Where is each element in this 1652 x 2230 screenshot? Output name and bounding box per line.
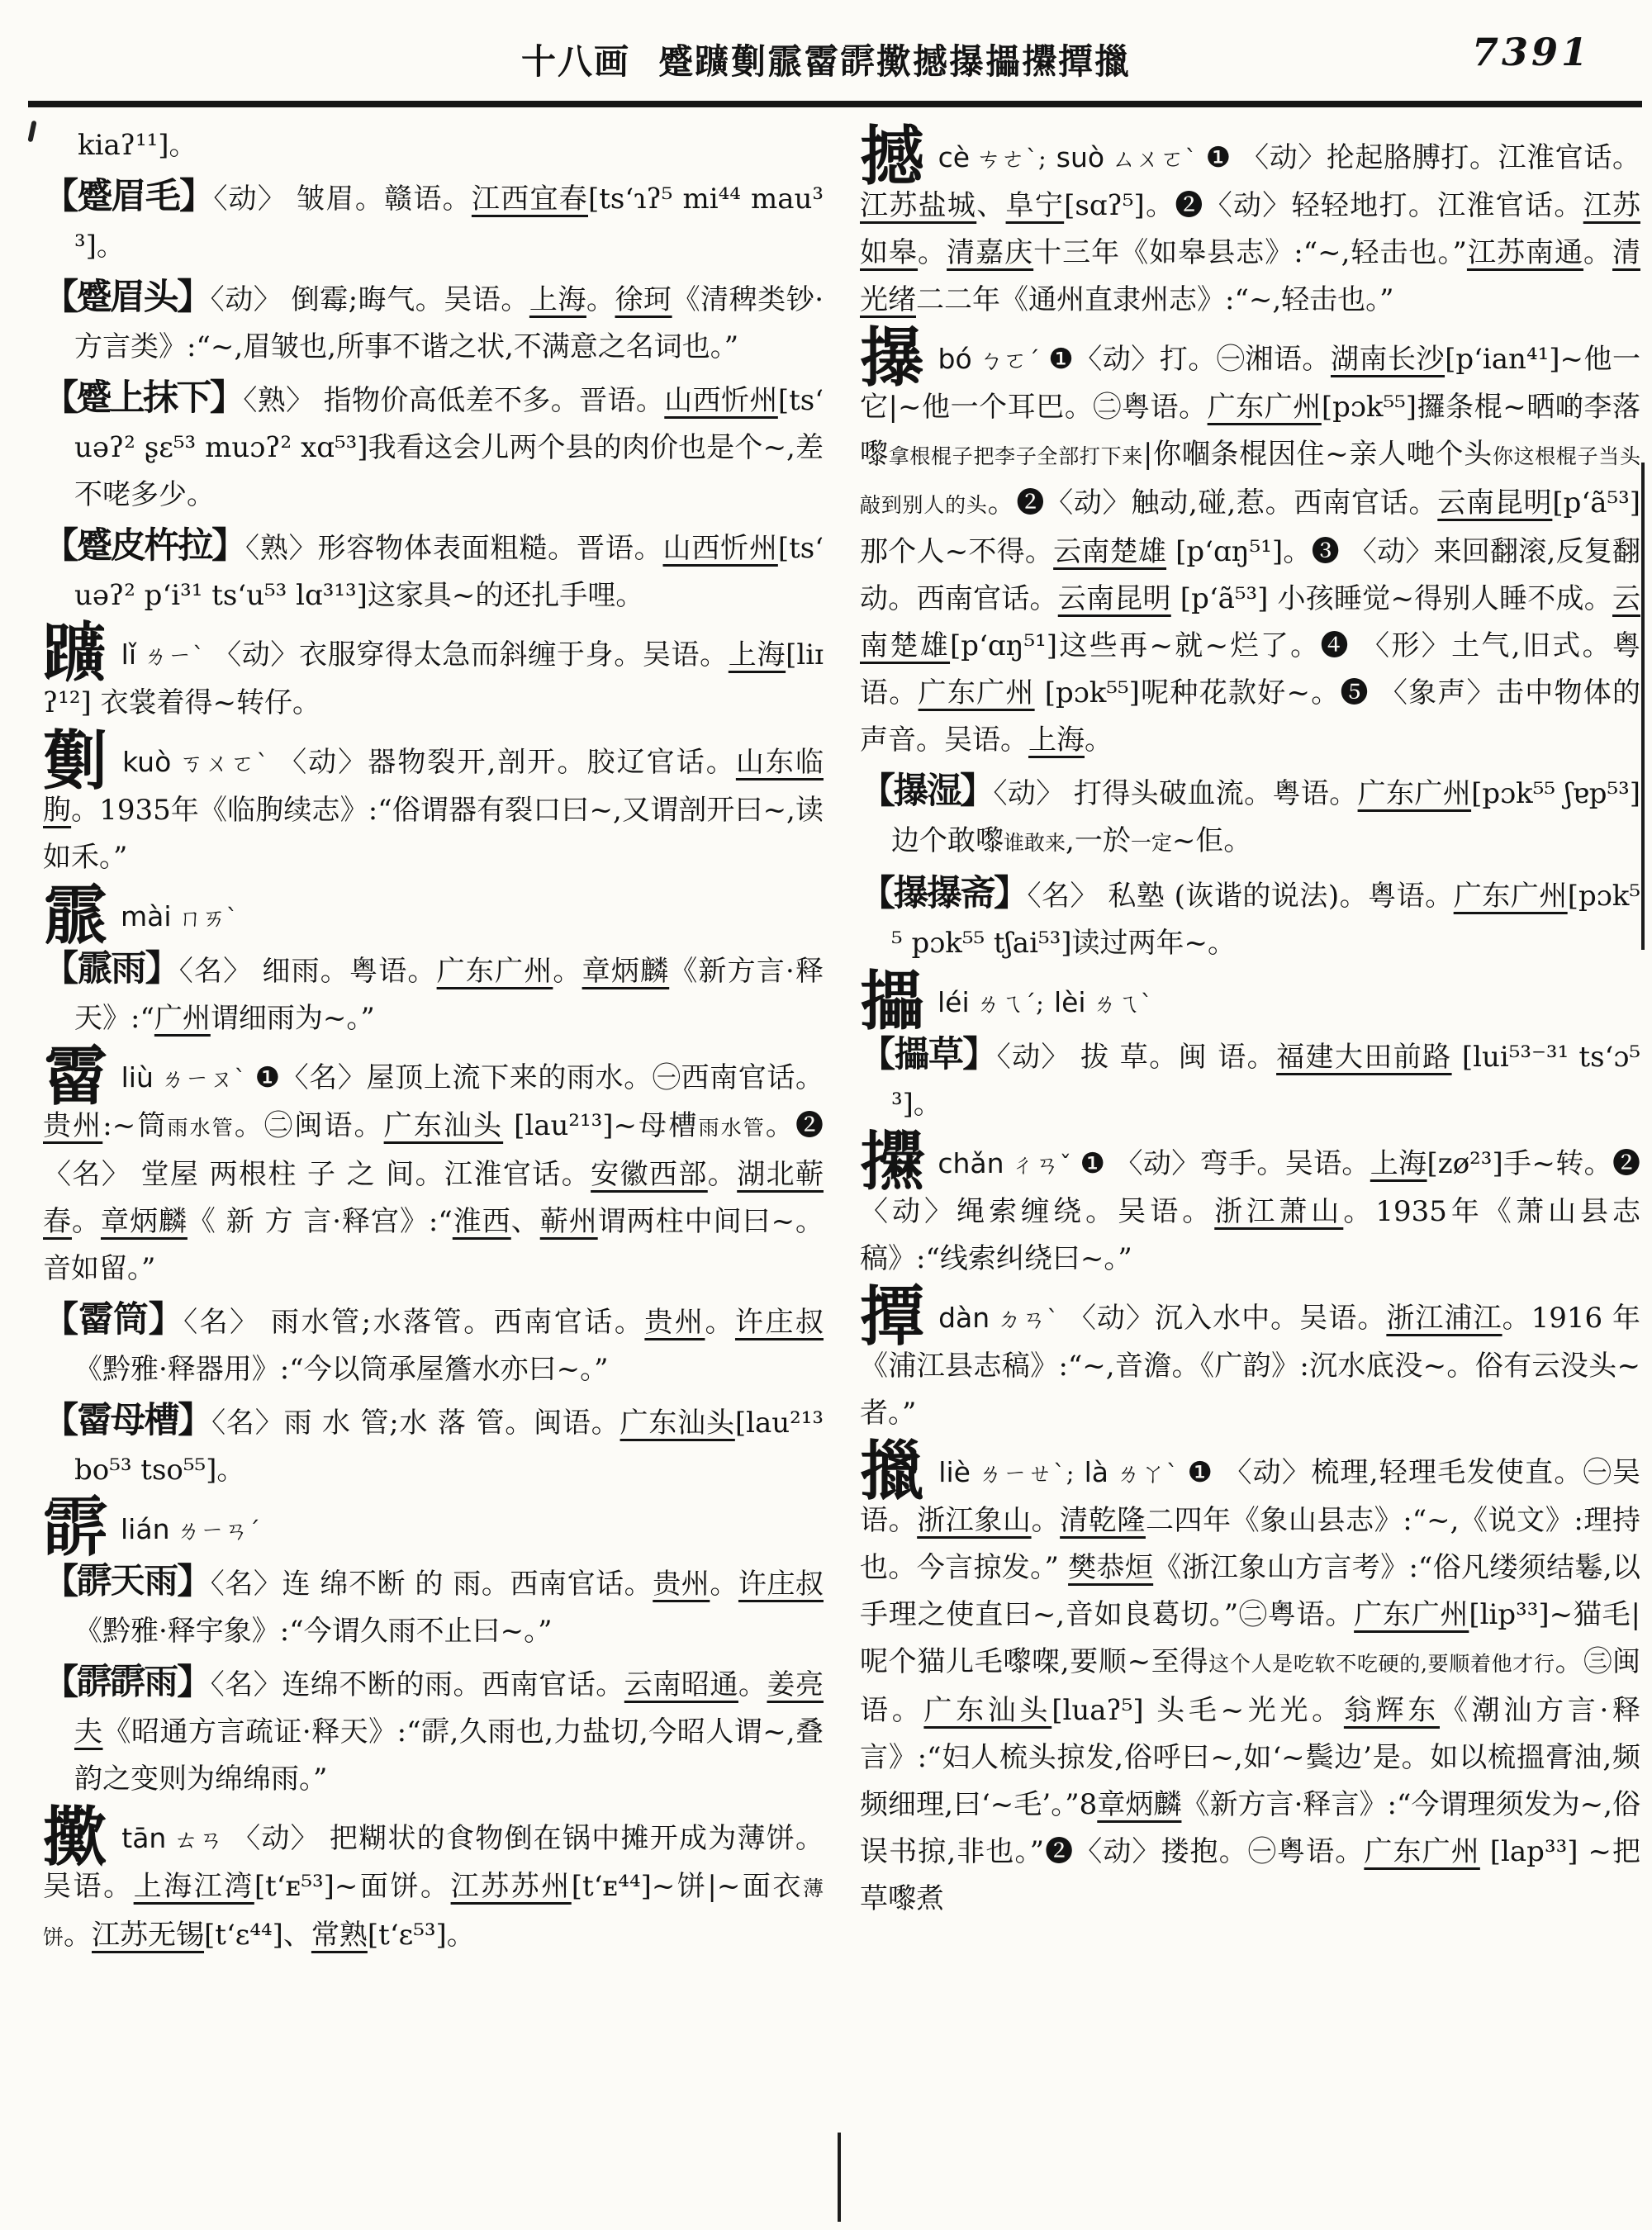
body-text: :~筒 xyxy=(102,1109,168,1142)
proper-noun: 广州 xyxy=(154,1002,211,1035)
proper-noun: 浙江萧山 xyxy=(1214,1195,1344,1228)
body-text: 《 新 方 言·释宫》:“ xyxy=(187,1205,453,1238)
proper-noun: 江苏无锡 xyxy=(92,1919,205,1952)
body-text: 。 xyxy=(71,1205,101,1238)
proper-noun: 江苏苏州 xyxy=(450,1870,572,1903)
headword-char: 撢 xyxy=(860,1279,926,1355)
compound-headword: 【攂草】 xyxy=(860,1034,997,1075)
dict-entry xyxy=(43,274,824,371)
body-text: [luaʔ⁵] 头毛~光光。 xyxy=(1051,1694,1344,1727)
pinyin: kuò xyxy=(122,746,172,778)
body-text: [lau²¹³ bo⁵³ tso⁵⁵]。 xyxy=(74,1407,824,1487)
proper-noun: 云南昆明 xyxy=(1437,486,1553,520)
body-text: [pʻã⁵³]那个人~不得。 xyxy=(860,486,1640,568)
body-text: 〈名〉 雨水管;水落管。西南官话。 xyxy=(183,1306,645,1339)
proper-noun: 福建大田前路 xyxy=(1276,1041,1452,1074)
pinyin: bó xyxy=(938,343,972,375)
body-text: 《黔雅·释宇象》:“今谓久雨不止曰~。” xyxy=(74,1615,553,1648)
proper-noun: 云南楚雄 xyxy=(1053,535,1167,568)
body-text: 。 xyxy=(918,236,947,269)
body-text: [sɑʔ⁵]。❷〈动〉轻轻地打。江淮官话。 xyxy=(1064,189,1583,222)
header-divider-rule xyxy=(28,101,1642,107)
compound-headword: 【霤母槽】 xyxy=(43,1400,212,1441)
body-text: 〈名〉连 绵不断 的 雨。西南官话。 xyxy=(210,1568,653,1601)
pinyin: lián xyxy=(121,1513,170,1545)
proper-noun: 安徽西部 xyxy=(591,1158,708,1191)
headword-char: 𩃟 xyxy=(43,1491,108,1566)
inline-gloss: 这个人是吃软不吃硬的,要顺着他才行 xyxy=(1208,1652,1555,1676)
proper-noun: 江苏盐城 xyxy=(860,189,977,222)
body-text: ❶ 〈动〉梳理,轻理毛发使直。㊀吴语。 xyxy=(860,1456,1640,1537)
dict-entry xyxy=(860,122,1640,324)
body-text: 〈动〉 把糊状的食物倒在锅中摊开成为薄饼。吴语。 xyxy=(43,1822,824,1903)
body-text: 〈动〉 打得头破血流。粤语。 xyxy=(993,777,1358,810)
proper-noun: 广东广州 xyxy=(1354,1598,1469,1631)
proper-noun: 江西宜春 xyxy=(471,183,588,216)
header-title xyxy=(0,35,1652,84)
body-text: 〈动〉器物裂开,剖开。胶辽官话。 xyxy=(278,746,736,779)
headword-char: 擸 xyxy=(860,1434,926,1509)
compound-headword: 【㩧㩧斋】 xyxy=(860,873,1028,914)
headword-char: 擹 xyxy=(43,1800,109,1875)
body-text: 《新方言·释天》:“ xyxy=(74,955,824,1035)
body-text: [pɔk⁵⁵]呢种花款好~。❺ 〈象声〉击中物体的声音。吴语。 xyxy=(860,676,1640,757)
proper-noun: 山西忻州 xyxy=(664,384,778,417)
body-text: [liɪʔ¹²] 衣裳着得~转仔。 xyxy=(43,638,824,719)
body-text: 二四年《象山县志》:“~,《说文》:理持也。今言掠发。” xyxy=(860,1504,1640,1584)
headword-char: 霢 xyxy=(43,878,108,953)
zhuyin: ㄌㄚˋ xyxy=(1114,1459,1180,1487)
body-text: 、 xyxy=(976,189,1006,222)
inline-gloss: 谁敢来 xyxy=(1004,831,1066,855)
zhuyin: ㄙㄨㄛˋ xyxy=(1111,145,1198,173)
compound-headword: 【蹙皮杵拉】 xyxy=(43,525,245,567)
body-text: ❶ 〈动〉弯手。吴语。 xyxy=(1080,1147,1370,1180)
page-number: 7391 xyxy=(1471,30,1591,74)
proper-noun: 许庄叔 xyxy=(738,1568,824,1601)
proper-noun: 徐珂 xyxy=(615,283,672,316)
body-text: [lau²¹³]~母槽 xyxy=(503,1109,699,1142)
header-character-index: 蹙𨇁劐霢霤𩃟擹撼㩧攂𢺱撢擸 xyxy=(658,41,1132,82)
body-text: 〈动〉 皱眉。赣语。 xyxy=(213,183,472,216)
dict-entry xyxy=(860,320,1640,764)
dict-entry xyxy=(43,1039,824,1293)
proper-noun: 翁辉东 xyxy=(1343,1694,1440,1727)
body-text: ❶〈名〉屋顶上流下来的雨水。㊀西南官话。 xyxy=(254,1061,824,1094)
proper-noun: 常熟 xyxy=(311,1919,368,1952)
body-text: [tʻɛ⁵³]。 xyxy=(367,1919,475,1952)
body-text: ~佢。 xyxy=(1171,824,1252,857)
dict-entry xyxy=(860,1279,1640,1437)
body-text: 谓两柱中间曰~。音如留。” xyxy=(43,1205,824,1285)
proper-noun: 广东汕头 xyxy=(383,1109,504,1142)
body-text: [lap³³] ~把草嚟煮 xyxy=(860,1835,1640,1915)
body-text: [tʻɛ⁴⁴]、 xyxy=(204,1919,311,1952)
dict-entry xyxy=(43,878,824,953)
body-text: 〈熟〉形容物体表面粗糙。晋语。 xyxy=(245,532,663,565)
inline-gloss: 雨水管 xyxy=(167,1116,235,1140)
dict-entry xyxy=(43,1659,824,1803)
body-text: [tsʻuəʔ² ʂɛ⁵³ muɔʔ² xɑ⁵³]我看这会儿两个县的肉价也是个~,差不咾多少。 xyxy=(74,384,824,511)
proper-noun: 广东广州 xyxy=(1207,391,1322,424)
body-text: 〈动〉衣服穿得太急而斜缠于身。吴语。 xyxy=(213,638,729,671)
dict-entry xyxy=(43,616,824,727)
body-text: ,一於 xyxy=(1066,824,1131,857)
body-text: 。 xyxy=(1085,724,1113,757)
pinyin: mài xyxy=(121,900,172,932)
dict-entry xyxy=(860,964,1640,1039)
headword-char: 劐 xyxy=(43,724,110,799)
inline-gloss: 一定 xyxy=(1130,831,1172,855)
proper-noun: 清乾隆 xyxy=(1060,1504,1146,1537)
dict-entry xyxy=(860,1434,1640,1923)
dict-entry xyxy=(43,523,824,619)
proper-noun: 章炳麟 xyxy=(100,1205,188,1238)
proper-noun: 清嘉庆 xyxy=(947,236,1034,269)
body-text: 十三年《如皋县志》:“~,轻击也。” xyxy=(1033,236,1467,269)
compound-headword: 【蹙上抹下】 xyxy=(43,377,244,419)
proper-noun: 淮西 xyxy=(452,1205,511,1238)
headword-char: 攂 xyxy=(860,964,925,1039)
body-text: 〈名〉连绵不断的雨。西南官话。 xyxy=(210,1668,624,1701)
body-text: 〈名〉 细雨。粤语。 xyxy=(178,955,437,988)
scan-artifact-mark xyxy=(27,121,36,143)
body-text: 。1935年《萧山县志稿》:“线索纠绕曰~。” xyxy=(860,1195,1640,1275)
proper-noun: 浙江浦江 xyxy=(1386,1302,1502,1335)
inline-gloss: 拿根棍子把李子全部打下来 xyxy=(888,444,1143,468)
proper-noun: 广东广州 xyxy=(1357,777,1472,810)
proper-noun: 广东汕头 xyxy=(620,1407,735,1440)
compound-headword: 【𩃟天雨】 xyxy=(43,1561,211,1602)
headword-char: 撼 xyxy=(860,122,925,194)
proper-noun: 上海 xyxy=(1370,1147,1427,1180)
compound-headword: 【㩧湿】 xyxy=(860,771,994,812)
proper-noun: 姜亮夫 xyxy=(74,1668,824,1748)
dict-entry xyxy=(860,768,1640,866)
body-text: 。 xyxy=(586,283,615,316)
body-text: |你嗰条棍因住~亲人哋个头 xyxy=(1142,438,1493,471)
body-text: [pʻã⁵³] 小孩睡觉~得别人睡不成。 xyxy=(1170,582,1612,615)
stroke-section-label: 十八画 xyxy=(520,41,630,82)
dict-entry xyxy=(43,946,824,1042)
proper-noun: 江苏南通 xyxy=(1466,236,1584,269)
body-text: 。 xyxy=(738,1668,767,1701)
proper-noun: 云南昭通 xyxy=(624,1668,738,1701)
body-text: [tʻᴇ⁵³]~面饼。 xyxy=(254,1870,451,1903)
proper-noun: 广东广州 xyxy=(918,676,1035,709)
proper-noun: 广东汕头 xyxy=(923,1694,1052,1727)
body-text: 《新方言·释言》:“今谓理须发为~,俗误书掠,非也。”❷〈动〉搂抱。㊀粤语。 xyxy=(860,1788,1640,1868)
pinyin: léi xyxy=(938,986,970,1018)
pinyin: liè xyxy=(938,1456,971,1488)
proper-noun: 贵州 xyxy=(644,1306,705,1339)
zhuyin: ㄎㄨㄛˋ xyxy=(178,749,271,777)
body-text: 。㊁闽语。 xyxy=(234,1109,384,1142)
body-text: [lui⁵³⁻³¹ tsʻɔ⁵³]。 xyxy=(891,1041,1640,1121)
body-text: 。 xyxy=(705,1306,735,1339)
body-text: ❶〈动〉打。㊀湘语。 xyxy=(1048,343,1331,376)
compound-headword: 【蹙眉毛】 xyxy=(43,176,214,217)
proper-noun: 清光绪 xyxy=(860,236,1640,316)
zhuyin: ㄘㄜˋ; xyxy=(976,145,1047,173)
proper-noun: 贵州 xyxy=(653,1568,710,1601)
headword-char: 𨇁 xyxy=(43,616,108,691)
body-text: 《昭通方言疏证·释天》:“𩃟,久雨也,力盐切,今昭人谓~,叠韵之变则为绵绵雨。” xyxy=(74,1715,824,1796)
proper-noun: 章炳麟 xyxy=(1097,1788,1182,1821)
zhuyin: ㄌㄧㄝˋ; xyxy=(976,1459,1075,1487)
body-text: 。 xyxy=(64,1919,93,1952)
left-column xyxy=(43,122,824,2230)
dict-entry xyxy=(43,1559,824,1655)
inline-gloss: 薄饼 xyxy=(43,1877,824,1949)
dict-entry xyxy=(43,173,824,270)
body-text: [tsʻɿʔ⁵ mi⁴⁴ mau³³]。 xyxy=(74,183,824,263)
two-column-body xyxy=(43,122,1640,2230)
dict-entry xyxy=(43,1297,824,1393)
zhuyin: ㄊㄢ xyxy=(173,1825,225,1853)
body-text: [lip³³]~猫毛|呢个猫儿毛嚟㗎,要顺~至得 xyxy=(860,1598,1640,1678)
body-text: [tsʻuəʔ² pʻi³¹ tsʻu⁵³ lɑ³¹³]这家具~的还扎手哩。 xyxy=(74,532,824,612)
body-text: 。 xyxy=(1031,1504,1061,1537)
pinyin: tān xyxy=(121,1822,167,1854)
body-text: 〈动〉 倒霉;晦气。吴语。 xyxy=(210,283,529,316)
zhuyin: ㄌㄧㄢˊ xyxy=(176,1516,261,1544)
body-text: 《黔雅·释器用》:“今以筒承屋簷水亦曰~。” xyxy=(74,1353,609,1386)
inline-gloss: 雨水管 xyxy=(698,1116,766,1140)
body-text: 《潮汕方言·释言》:“妇人梳头掠发,俗呼曰~,如‘~鬓边’是。如以梳搵膏油,频频细理,曰‘~毛’。”8 xyxy=(860,1694,1640,1821)
body-text: 〈名〉雨 水 管;水 落 管。闽语。 xyxy=(211,1407,620,1440)
dict-entry xyxy=(43,1397,824,1494)
dict-entry xyxy=(860,1032,1640,1128)
body-text: 〈动〉沉入水中。吴语。 xyxy=(1067,1302,1387,1335)
scan-artifact-line xyxy=(1641,463,1645,950)
body-text: 。 xyxy=(710,1568,738,1601)
proper-noun: 广东广州 xyxy=(436,955,553,988)
zhuyin: ㄉㄢˋ xyxy=(996,1305,1060,1333)
body-text: 。❷ 〈名〉 堂屋 两根柱 子 之 间。江淮官话。 xyxy=(43,1109,824,1191)
proper-noun: 云南楚雄 xyxy=(860,582,1640,662)
proper-noun: 广东广州 xyxy=(1364,1835,1480,1868)
inline-gloss: 你这根棍子当头敲到别人的头 xyxy=(860,444,1640,517)
proper-noun: 上海 xyxy=(728,638,786,671)
body-text: 。㊂闽语。 xyxy=(860,1645,1640,1727)
compound-headword: 【蹙眉头】 xyxy=(43,277,211,318)
compound-headword: 【𩃟𩃟雨】 xyxy=(43,1662,211,1703)
body-text: [pʻɑŋ⁵¹]这些再~就~烂了。❹ 〈形〉土气,旧式。粤语。 xyxy=(860,629,1640,709)
pinyin: lǐ xyxy=(121,638,136,671)
proper-noun: 山东临朐 xyxy=(43,746,824,827)
proper-noun: 蕲州 xyxy=(539,1205,598,1238)
proper-noun: 上海 xyxy=(1028,724,1085,757)
dict-entry xyxy=(43,1800,824,1961)
body-text: 。 xyxy=(707,1158,738,1191)
body-text: [zø²³]手~转。❷ 〈动〉绳索缠绕。吴语。 xyxy=(860,1147,1640,1228)
body-text: 。 xyxy=(553,955,582,988)
proper-noun: 云南昆明 xyxy=(1057,582,1171,615)
proper-noun: 江苏如皋 xyxy=(860,189,1640,269)
pinyin: chǎn xyxy=(938,1147,1004,1179)
body-text: [pʻian⁴¹]~他一它|~他一个耳巴。㊁粤语。 xyxy=(860,343,1640,424)
scan-artifact-line xyxy=(838,2133,841,2222)
dict-entry xyxy=(860,871,1640,967)
headword-char: 㩧 xyxy=(860,320,925,396)
proper-noun: 上海 xyxy=(529,283,586,316)
body-text: 〈熟〉 指物价高低差不多。晋语。 xyxy=(243,384,665,417)
body-text: kiaʔ¹¹]。 xyxy=(78,129,197,162)
dict-entry xyxy=(43,122,824,169)
proper-noun: 阜宁 xyxy=(1005,189,1065,222)
zhuyin: ㄌㄟˊ; xyxy=(976,989,1044,1018)
pinyin: liù xyxy=(121,1061,154,1094)
body-text: 〈动〉 拔 草。闽 语。 xyxy=(996,1041,1277,1074)
body-text: [pɔk⁵⁵]攞条棍~晒啲李落嚟 xyxy=(860,391,1640,471)
body-text: [pʻɑŋ⁵¹]。❸ 〈动〉来回翻滚,反复翻动。西南官话。 xyxy=(860,535,1640,615)
headword-char: 𢺱 xyxy=(860,1125,925,1200)
body-text: 二二年《通州直隶州志》:“~,轻击也。” xyxy=(916,283,1394,316)
body-text: 、 xyxy=(510,1205,540,1238)
proper-noun: 上海江湾 xyxy=(133,1870,254,1903)
body-text: 。1916 年《浦江县志稿》:“~,音澹。《广韵》:沉水底没~。俗有云没头~者。” xyxy=(860,1302,1640,1430)
dict-entry xyxy=(43,724,824,881)
zhuyin: ㄅㄛˊ xyxy=(978,346,1041,374)
proper-noun: 章炳麟 xyxy=(582,955,670,988)
pinyin: cè xyxy=(938,141,971,173)
body-text: [tʻᴇ⁴⁴]~饼|~面衣 xyxy=(571,1870,803,1903)
headword-char: 霤 xyxy=(43,1039,108,1114)
proper-noun: 许庄叔 xyxy=(734,1306,824,1339)
proper-noun: 湖北蕲春 xyxy=(43,1158,824,1238)
proper-noun: 广东广州 xyxy=(1453,880,1568,913)
body-text: 。1935年《临朐续志》:“俗谓器有裂口曰~,又谓剖开曰~,读如禾。” xyxy=(43,794,824,874)
dict-entry xyxy=(860,1125,1640,1283)
pinyin: suò xyxy=(1056,141,1105,173)
zhuyin: ㄌㄧˋ xyxy=(143,642,206,670)
body-text: 〈名〉 私塾 (诙谐的说法)。粤语。 xyxy=(1027,880,1454,913)
page-header xyxy=(0,12,1652,94)
proper-noun: 湖南长沙 xyxy=(1330,343,1446,376)
body-text: 《浙江象山方言考》:“俗凡缕须结鬈,以手理之使直曰~,音如良葛切。”㊁粤语。 xyxy=(860,1551,1640,1631)
zhuyin: ㄌㄧㄡˋ xyxy=(159,1065,247,1093)
compound-headword: 【霢雨】 xyxy=(43,948,179,989)
body-text: 谓细雨为~。” xyxy=(210,1002,375,1035)
body-text: [pɔk⁵⁵ pɔk⁵⁵ tʃai⁵³]读过两年~。 xyxy=(891,880,1640,960)
zhuyin: ㄌㄟˋ xyxy=(1092,989,1153,1018)
proper-noun: 浙江象山 xyxy=(917,1504,1032,1537)
pinyin: lèi xyxy=(1053,986,1086,1018)
right-column xyxy=(860,122,1640,2230)
body-text: ❶ 〈动〉抡起胳膊打。江淮官话。 xyxy=(1205,141,1640,174)
proper-noun: 贵州 xyxy=(43,1109,103,1142)
pinyin: là xyxy=(1084,1456,1108,1488)
zhuyin: ㄇㄞˋ xyxy=(178,904,239,932)
body-text: 。❷〈动〉触动,碰,惹。西南官话。 xyxy=(987,486,1438,520)
body-text: 。 xyxy=(1583,236,1613,269)
body-text: [pɔk⁵⁵ ʃɐp⁵³]边个敢嚟 xyxy=(891,777,1640,857)
pinyin: dàn xyxy=(938,1302,990,1334)
compound-headword: 【霤筒】 xyxy=(43,1299,184,1340)
proper-noun: 山西忻州 xyxy=(662,532,778,565)
zhuyin: ㄔㄢˇ xyxy=(1010,1151,1072,1179)
body-text: 《清稗类钞·方言类》:“~,眉皱也,所事不谐之状,不满意之名词也。” xyxy=(74,283,824,363)
proper-noun: 樊恭烜 xyxy=(1068,1551,1154,1584)
dict-entry xyxy=(43,1491,824,1566)
dict-entry xyxy=(43,375,824,519)
